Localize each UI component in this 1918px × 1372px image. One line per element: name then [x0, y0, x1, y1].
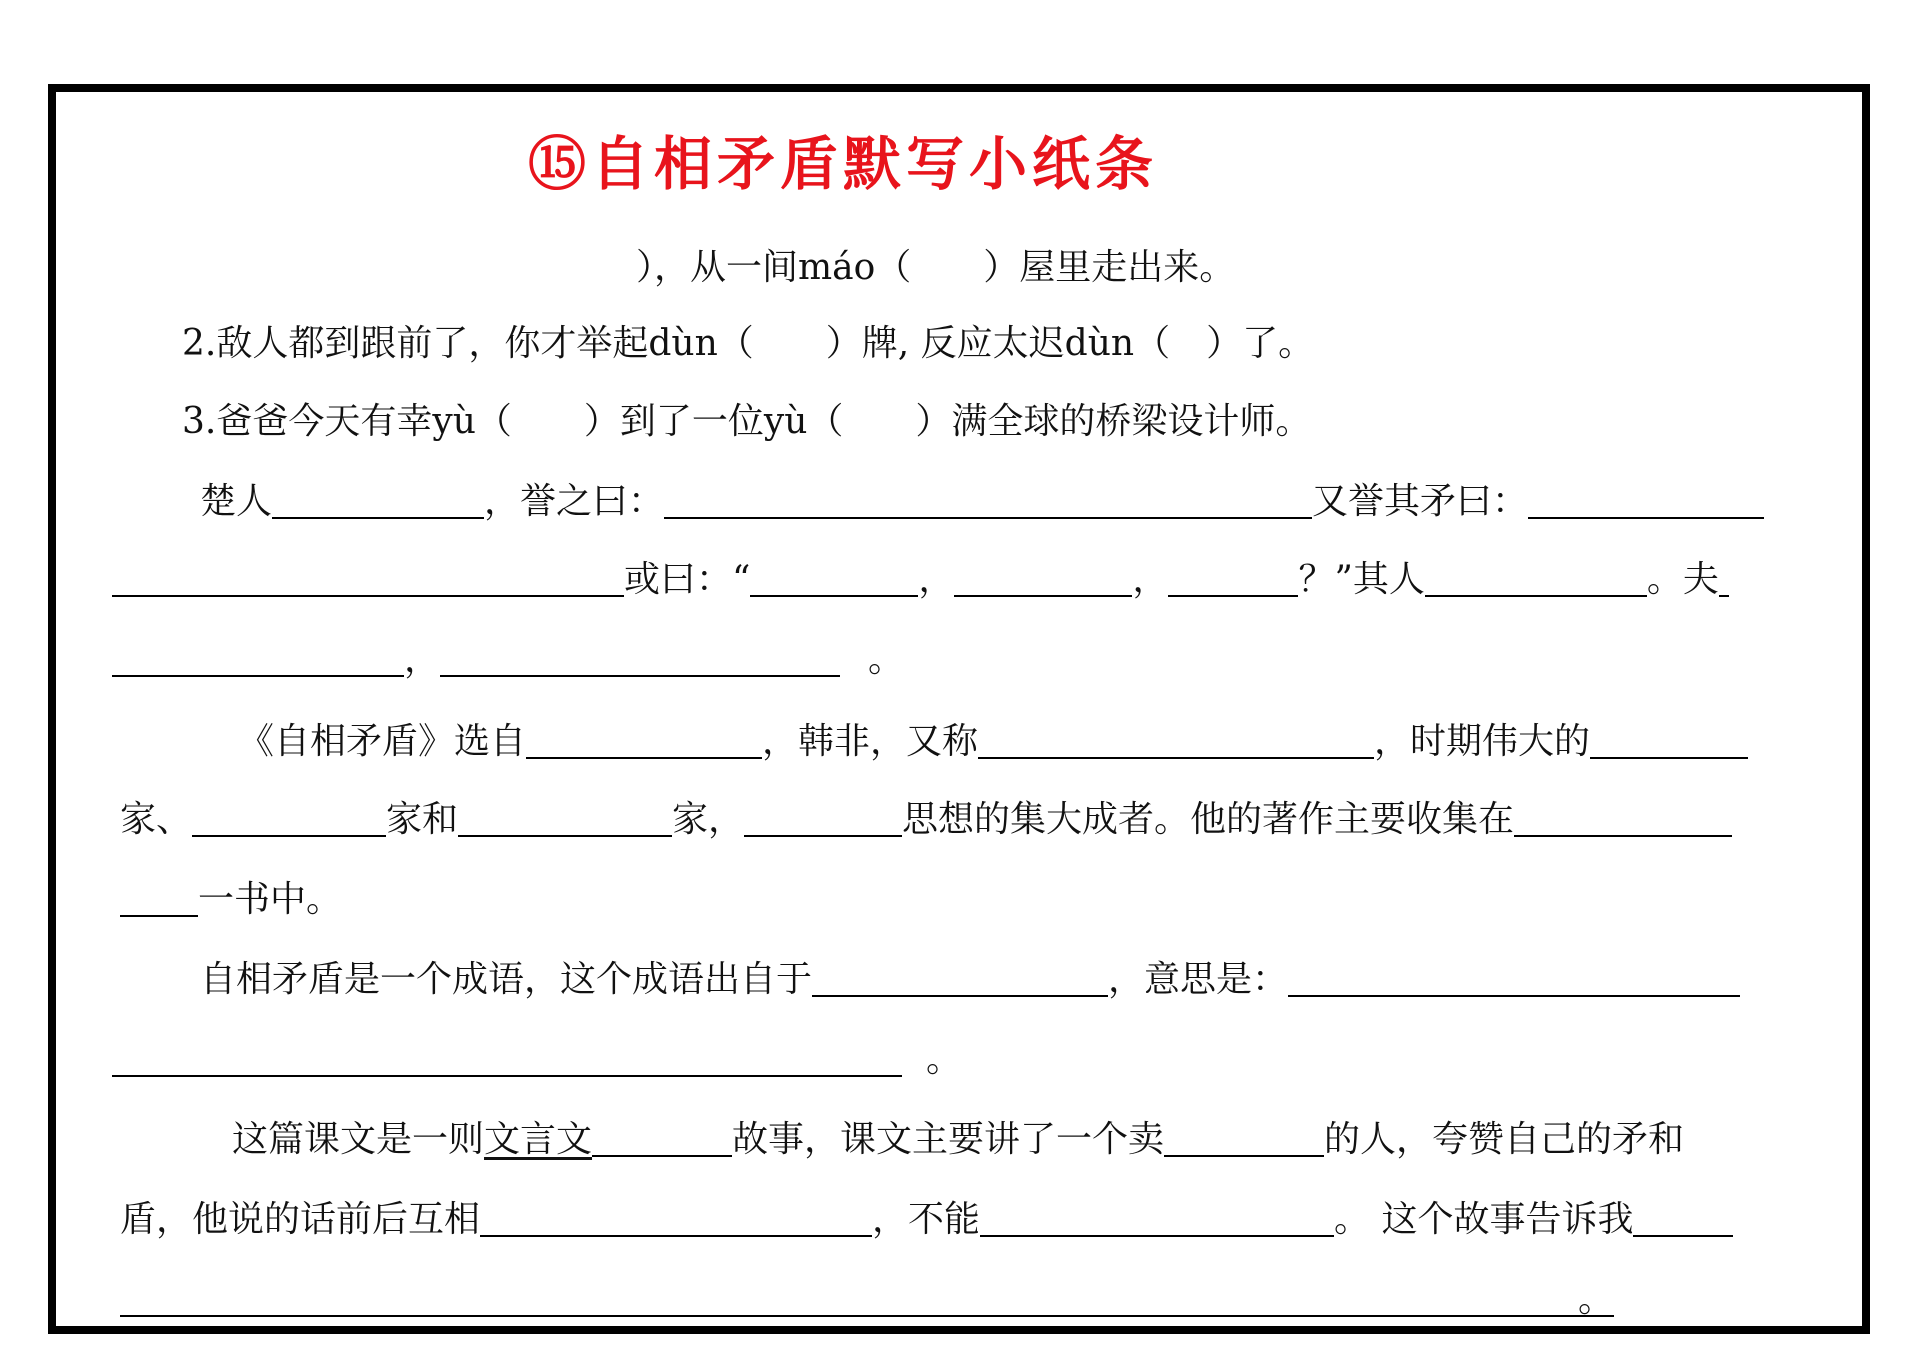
fill-blank[interactable] [1164, 1119, 1324, 1157]
fill-blank[interactable] [526, 721, 762, 759]
fill-blank[interactable] [664, 481, 1312, 519]
story-text: 盾，他说的话前后互相 [120, 1199, 481, 1240]
recite-text: ，誉之曰： [484, 481, 665, 522]
fill-blank[interactable] [1590, 721, 1748, 759]
source-text: 家、 [120, 799, 193, 840]
story-text: 故事，课文主要讲了一个卖 [732, 1119, 1165, 1160]
idiom-line-2 [112, 1036, 962, 1084]
pinyin-question-2 [182, 320, 1314, 368]
pinyin-question-1-text: ），从一间máo（ ）屋里走出来。 [636, 247, 1236, 288]
fill-blank[interactable] [978, 721, 1374, 759]
story-text: 这篇课文是一则 [232, 1119, 485, 1160]
recite-text: 或曰：“ [624, 559, 751, 600]
fill-blank[interactable] [192, 799, 386, 837]
recite-text: ， [918, 559, 955, 600]
fill-blank[interactable] [744, 799, 902, 837]
worksheet-title: ⑮自相矛盾默写小纸条 [528, 130, 1159, 198]
recite-text: 又誉其矛曰： [1312, 481, 1529, 522]
filled-answer: 文言文 [484, 1119, 593, 1160]
recite-text: ， [1132, 559, 1169, 600]
pinyin-question-3 [182, 398, 1311, 446]
pinyin-question-3-text: 爸爸今天有幸yù（ ）到了一位yù（ ）满全球的桥梁设计师。 [216, 401, 1312, 442]
fill-blank[interactable] [1425, 559, 1647, 597]
idiom-text: 自相矛盾是一个成语，这个成语出自于 [200, 959, 813, 1000]
fill-blank[interactable] [592, 1119, 732, 1157]
recite-line-1 [200, 478, 1764, 526]
source-text: ，韩非，又称 [762, 721, 979, 762]
story-text: 。 [1578, 1279, 1615, 1320]
fill-blank[interactable] [458, 799, 672, 837]
fill-blank[interactable] [1288, 959, 1740, 997]
story-text: 。 这个故事告诉我 [1334, 1199, 1634, 1240]
fill-blank[interactable] [480, 1199, 872, 1237]
story-line-2 [120, 1196, 1733, 1244]
idiom-text: ，意思是： [1108, 959, 1289, 1000]
fill-blank[interactable] [954, 559, 1132, 597]
source-text: ，时期伟大的 [1374, 721, 1591, 762]
source-line-2 [120, 796, 1732, 844]
source-line-1 [238, 718, 1748, 766]
source-text: 家， [672, 799, 745, 840]
fill-blank[interactable] [1168, 559, 1298, 597]
fill-blank[interactable] [440, 639, 840, 677]
fill-blank[interactable] [120, 879, 198, 917]
fill-blank[interactable] [1719, 559, 1729, 597]
source-text: 家和 [386, 799, 459, 840]
idiom-line-1 [200, 956, 1740, 1004]
pinyin-question-2-text: 敌人都到跟前了，你才举起dùn（ ）牌, 反应太迟dùn（ ）了。 [216, 323, 1315, 364]
fill-blank[interactable] [812, 959, 1108, 997]
fill-blank[interactable] [112, 559, 624, 597]
recite-line-3 [112, 636, 904, 684]
fill-blank[interactable] [1528, 481, 1764, 519]
story-text: 的人，夸赞自己的矛和 [1324, 1119, 1685, 1160]
fill-blank[interactable] [112, 1039, 902, 1077]
pinyin-question-1 [636, 244, 1235, 292]
fill-blank[interactable] [750, 559, 918, 597]
recite-line-2 [112, 556, 1729, 604]
fill-blank[interactable] [980, 1199, 1334, 1237]
source-text: 《自相矛盾》选自 [238, 721, 527, 762]
fill-blank[interactable] [272, 481, 484, 519]
recite-text: 。夫 [1646, 559, 1719, 600]
recite-text: 。 [868, 639, 905, 680]
story-text: ，不能 [872, 1199, 981, 1240]
source-text: 一书中。 [198, 879, 343, 920]
source-text: 思想的集大成者。他的著作主要收集在 [902, 799, 1515, 840]
recite-text: 楚人 [200, 481, 273, 522]
source-line-3 [120, 876, 342, 924]
question-number: 2. [182, 323, 217, 364]
fill-blank[interactable] [120, 1279, 1614, 1317]
fill-blank[interactable] [1633, 1199, 1733, 1237]
recite-text: ， [404, 639, 441, 680]
recite-text: ？”其人 [1298, 559, 1425, 600]
idiom-text: 。 [926, 1039, 963, 1080]
fill-blank[interactable] [1514, 799, 1732, 837]
story-line-3 [120, 1276, 1614, 1324]
question-number: 3. [182, 401, 217, 442]
fill-blank[interactable] [112, 639, 404, 677]
story-line-1 [232, 1116, 1684, 1164]
